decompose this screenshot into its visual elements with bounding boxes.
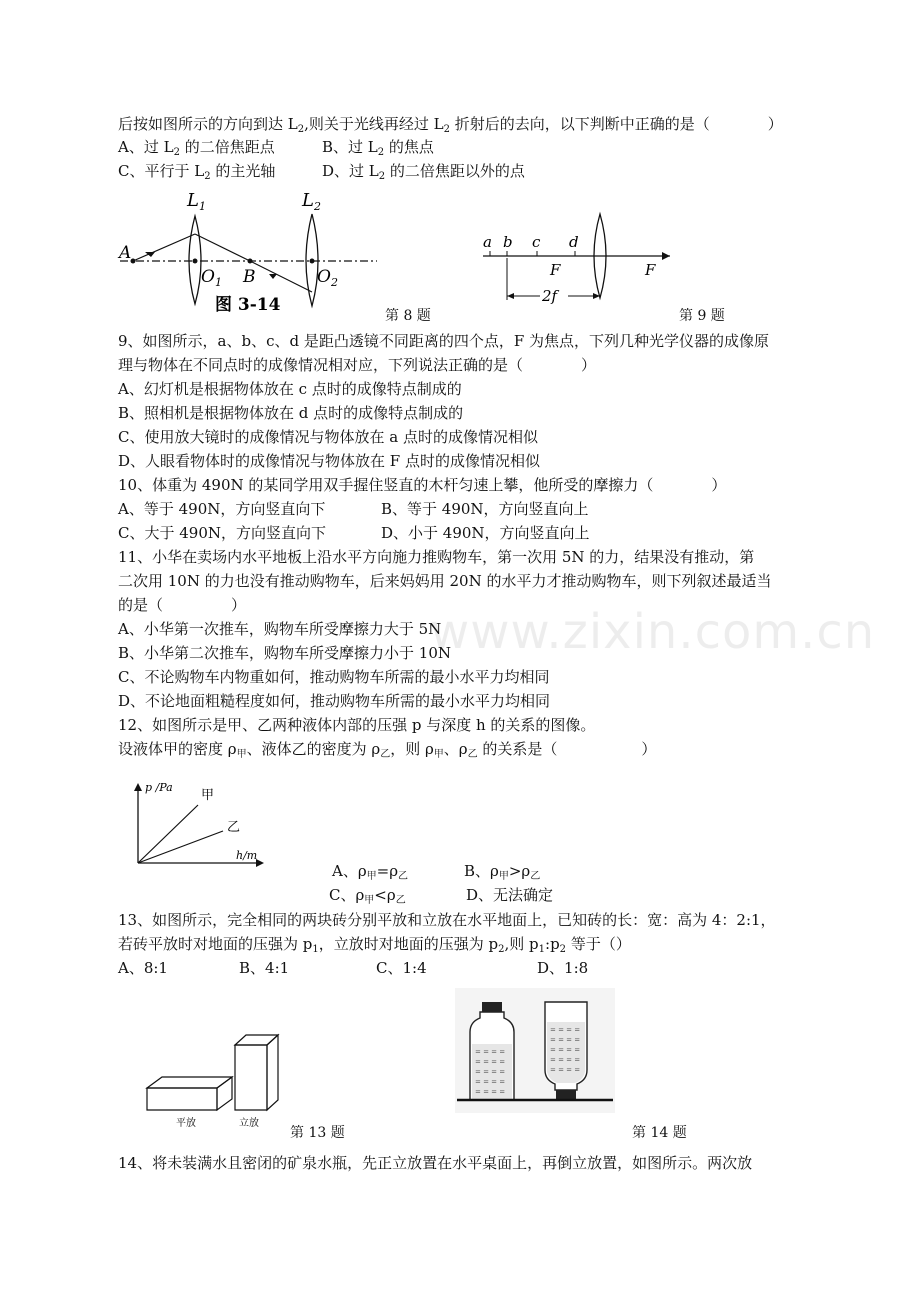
q9-close: ） [581,356,597,374]
q9-lens-figure [478,206,678,306]
q10-option-b: B、等于 490N，方向竖直向上 [381,500,589,518]
q8-stem-b: ,则关于光线再经过 L [304,115,444,133]
text: 的焦点 [384,138,434,156]
watermark: www.zixin.com.cn [430,604,876,660]
q13-stem-line2 [118,934,631,960]
sub: 1 [538,944,546,955]
sub: 2 [204,171,211,182]
sub: 1 [312,944,319,955]
line-jia [138,805,198,863]
label-l2: $L_2$ [302,190,321,213]
q13-option-d: D、1:8 [537,959,589,977]
text: 、ρ [443,740,468,758]
label-l1: $L_1$ [187,190,206,213]
svg-text:= = = =: = = = = [550,1056,581,1064]
q11-stem-line1: 11、小华在卖场内水平地板上沿水平方向施力推购物车，第一次用 5N 的力，结果没有推动，第 [118,548,755,566]
ray-l1-to-b [195,234,250,261]
text: 的关系是（ [477,740,558,758]
svg-text:= = = =: = = = = [475,1048,506,1056]
text: 若砖平放时对地面的压强为 p [118,935,313,953]
svg-text:= = = =: = = = = [550,1046,581,1054]
q11-option-a: A、小华第一次推车，购物车所受摩擦力大于 5N [118,620,442,638]
q14-caption: 第 14 题 [632,1125,687,1141]
sub: 2 [173,147,180,158]
q10-option-c: C、大于 490N，方向竖直向下 [118,524,327,542]
q10-option-a: A、等于 490N，方向竖直向下 [118,500,326,518]
sub: 乙 [380,749,391,760]
sub: 2 [378,171,386,182]
q9-option-b: B、照相机是根据物体放在 d 点时的成像特点制成的 [118,404,464,422]
label-2f: 2f [542,287,558,305]
q13-option-c: C、1:4 [376,959,427,977]
label-o1: $O_1$ [201,267,222,289]
text: B、过 L [322,138,378,156]
sub: 甲 [433,749,444,760]
q13-bricks-figure [145,1025,290,1135]
q10-close: ） [711,476,727,494]
q8-option-b [322,137,434,163]
q8-option-c [118,161,275,187]
point-o1 [193,259,198,264]
q12-close: ） [641,740,657,758]
sub: 2 [443,124,450,135]
label-a: a [483,233,492,251]
label-b: b [503,233,513,251]
text: C、ρ [329,886,365,904]
svg-text:= = = =: = = = = [475,1068,506,1076]
q12-stem-line2 [118,739,656,765]
label-d: d [569,233,579,251]
q13-option-a: A、8:1 [118,959,168,977]
label-f-right: F [645,261,656,279]
figure-title: 图 3-14 [215,295,281,315]
sub: 乙 [530,871,541,882]
q9-stem-line1: 9、如图所示，a、b、c、d 是距凸透镜不同距离的四个点，F 为焦点，下列几种光学仪器的成像原 [118,332,770,350]
sub: 甲 [364,895,375,906]
text: ，立放时对地面的压强为 p [318,935,499,953]
sub: 甲 [366,871,377,882]
text: B、ρ [464,862,499,880]
q11-option-b: B、小华第二次推车，购物车所受摩擦力小于 10N [118,644,452,662]
q8-option-d [322,161,525,187]
q12-option-a [332,861,408,887]
text: 10、体重为 490N 的某同学用双手握住竖直的木杆匀速上攀，他所受的摩擦力（ [118,476,654,494]
q8-lens-figure [115,186,385,321]
q8-option-a [118,137,275,163]
text: ,则 p [504,935,539,953]
line-yi [138,831,223,863]
q12-option-c [329,885,406,911]
q8-stem-c: 折射后的去向，以下判断中正确的是（ [449,115,710,133]
text: D、过 L [322,162,379,180]
y-axis-label: p /Pa [145,781,173,794]
label-c: c [532,233,541,251]
label-upright: 立放 [239,1118,259,1129]
q11-stem-line2: 二次用 10N 的力也没有推动购物车，后来妈妈用 20N 的水平力才推动购物车，则下列叙述最适当 [118,572,772,590]
q13-option-b: B、4:1 [239,959,290,977]
brick-flat [147,1077,232,1110]
q12-option-b [464,861,540,887]
text: =ρ [376,862,399,880]
q11-stem-line3 [118,595,246,615]
q12-option-d: D、无法确定 [466,886,554,904]
q8-caption: 第 8 题 [385,308,431,324]
q13-caption: 第 13 题 [290,1125,345,1141]
svg-text:= = = =: = = = = [475,1078,506,1086]
ray-b-to-l2 [250,261,312,292]
q9-option-a: A、幻灯机是根据物体放在 c 点时的成像特点制成的 [118,380,462,398]
x-axis-label: h/m [236,849,258,862]
q10-stem [118,475,726,495]
y-axis-arrow [134,783,142,791]
q13-stem-line1: 13、如图所示，完全相同的两块砖分别平放和立放在水平地面上，已知砖的长：宽：高为 4：2:1， [118,911,776,929]
q14-bottles-figure [455,988,615,1113]
label-b: B [243,267,256,287]
ray-a-to-l1 [133,234,195,261]
label-a: A [119,243,132,263]
sub: 乙 [467,749,478,760]
text: 、液体乙的密度为 ρ [246,740,381,758]
sub: 2 [559,944,567,955]
q12-stem-line1: 12、如图所示是甲、乙两种液体内部的压强 p 与深度 h 的关系的图像。 [118,716,596,734]
point-b [248,259,253,264]
text: 的是（ [118,596,164,614]
text: 的主光轴 [210,162,276,180]
sub: 乙 [395,895,406,906]
text: A、过 L [118,138,174,156]
svg-text:= = = =: = = = = [550,1036,581,1044]
sub: 2 [297,124,305,135]
text: 的二倍焦距以外的点 [385,162,525,180]
svg-text:= = = =: = = = = [475,1088,506,1096]
label-flat: 平放 [176,1118,196,1129]
ray-arrow [269,274,277,279]
text: ，则 ρ [390,740,434,758]
q9-option-d: D、人眼看物体时的成像情况与物体放在 F 点时的成像情况相似 [118,452,540,470]
text: :p [545,935,560,953]
q12-pressure-graph [128,779,268,869]
svg-text:= = = =: = = = = [550,1066,581,1074]
text: A、ρ [332,862,367,880]
text: 理与物体在不同点时的成像情况相对应，下列说法正确的是（ [118,356,524,374]
brick-upright [235,1035,278,1110]
axis-arrow [662,252,670,260]
text: <ρ [374,886,396,904]
point-o2 [310,259,315,264]
q9-caption: 第 9 题 [679,308,725,324]
q11-option-d: D、不论地面粗糙程度如何，推动购物车所需的最小水平力均相同 [118,692,551,710]
sub: 2 [377,147,385,158]
q8-close: ） [767,115,783,133]
sub: 乙 [398,871,409,882]
text: 等于（） [566,935,631,953]
q8-stem-a: 后按如图所示的方向到达 L [118,115,298,133]
text: 设液体甲的密度 ρ [118,740,237,758]
label-o2: $O_2$ [317,267,338,289]
q11-option-c: C、不论购物车内物重如何，推动购物车所需的最小水平力均相同 [118,668,550,686]
q11-close: ） [231,596,247,614]
q9-stem-line2 [118,355,596,375]
label-jia: 甲 [201,788,215,803]
sub: 甲 [498,871,509,882]
q9-option-c: C、使用放大镜时的成像情况与物体放在 a 点时的成像情况相似 [118,428,538,446]
label-yi: 乙 [227,820,241,835]
q10-option-d: D、小于 490N，方向竖直向上 [381,524,590,542]
sub: 甲 [236,749,247,760]
svg-text:= = = =: = = = = [550,1026,581,1034]
label-f-left: F [550,261,561,279]
q14-stem-line1: 14、将未装满水且密闭的矿泉水瓶，先正立放置在水平桌面上，再倒立放置，如图所示。两次放 [118,1154,753,1172]
svg-text:= = = =: = = = = [475,1058,506,1066]
text: >ρ [508,862,531,880]
span-arrow-left [507,293,514,299]
text: 的二倍焦距点 [179,138,275,156]
text: C、平行于 L [118,162,205,180]
sub: 2 [498,944,505,955]
